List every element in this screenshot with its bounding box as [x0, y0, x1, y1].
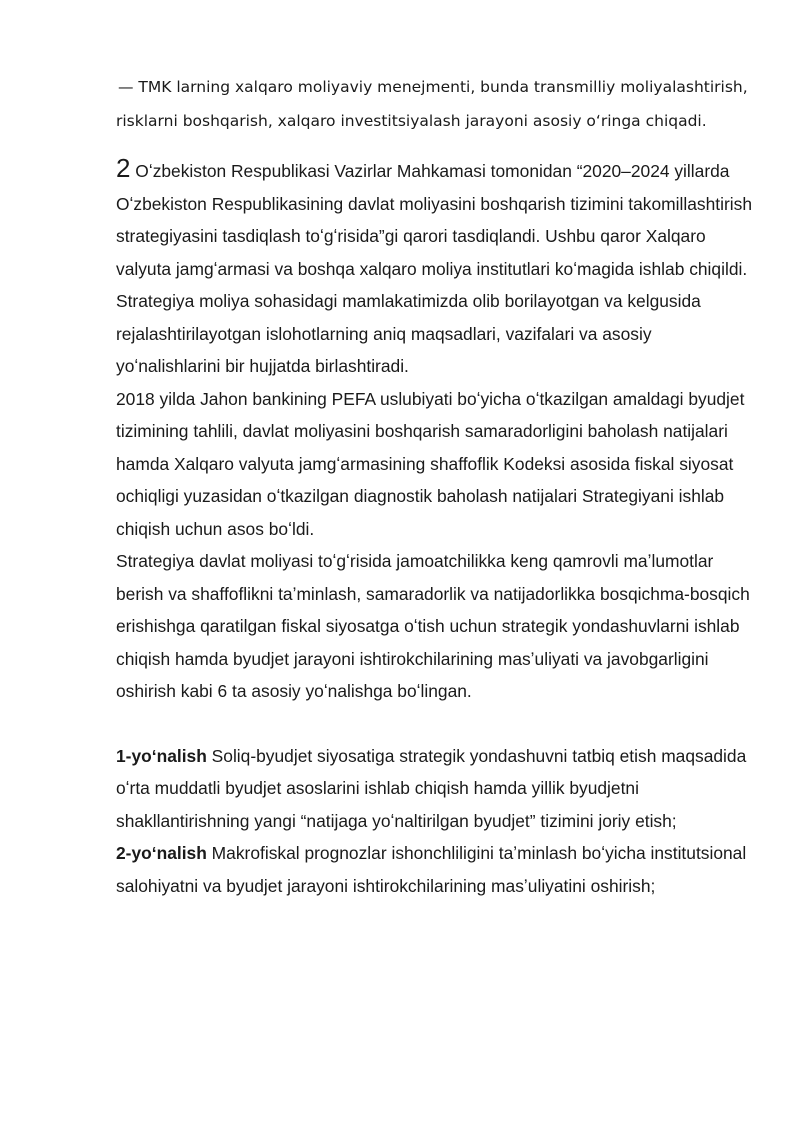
intro-line-2: risklarni boshqarish, xalqaro investitsiyalash jarayoni asosiy oʻringa chiqadi.	[116, 112, 707, 130]
intro-line-1: — TMK larning xalqaro moliyaviy menejmenti, bunda transmilliy moliyalashtirish,	[118, 78, 748, 96]
section-number: 2	[116, 153, 131, 183]
direction-item	[116, 740, 756, 838]
direction-label: 2-yoʻnalish	[116, 843, 207, 863]
paragraph-six-directions: Strategiya davlat moliyasi toʻgʻrisida jamoatchilikka keng qamrovli maʼlumotlar berish va shaffoflikni taʼminlash, samaradorlik va natijadorlikka bosqichma-bosqich erishishga qaratilgan fiskal siyosatga oʻtish uchun strategik yondashuvlarni ishlab chiqish hamda byudjet jarayoni ishtirokchilarining masʼuliyati va javobgarligini oshirish kabi 6 ta asosiy yoʻnalishga boʻlingan.	[116, 551, 750, 701]
paragraph-strategy-goals: Strategiya moliya sohasidagi mamlakatimizda olib borilayotgan va kelgusida rejalashtirilayotgan islohotlarning aniq maqsadlari, vazifalari va asosiy yoʻnalishlarini bir hujjatda birlashtiradi.	[116, 291, 701, 376]
direction-text: Makrofiskal prognozlar ishonchliligini taʼminlash boʻyicha institutsional salohiyatni va byudjet jarayoni ishtirokchilarining masʼuliyatini oshirish;	[116, 843, 747, 896]
intro-block	[116, 70, 756, 138]
section-body	[116, 155, 756, 902]
direction-item	[116, 837, 756, 902]
paragraph-pefa-assessment: 2018 yilda Jahon bankining PEFA uslubiyati boʻyicha oʻtkazilgan amaldagi byudjet tizimining tahlili, davlat moliyasini boshqarish samaradorligini baholash natijalari hamda Xalqaro valyuta jamgʻarmasining shaffoflik Kodeksi asosida fiskal siyosat ochiqligi yuzasidan oʻtkazilgan diagnostik baholash natijalari Strategiyani ishlab chiqish uchun asos boʻldi.	[116, 388, 745, 539]
direction-text: Soliq-byudjet siyosatiga strategik yondashuvni tatbiq etish maqsadida oʻrta muddatli byudjet asoslarini ishlab chiqish hamda yillik byudjetni shakllantirishning yangi “natijaga yoʻnaltirilgan byudjet” tizimini joriy etish;	[116, 745, 747, 831]
direction-label: 1-yoʻnalish	[116, 745, 207, 766]
paragraph-gap	[116, 708, 756, 740]
paragraph-decree	[116, 155, 756, 285]
paragraph-decree-text: Oʻzbekiston Respublikasi Vazirlar Mahkamasi tomonidan “2020–2024 yillarda Oʻzbekiston Respublikasining davlat moliyasini boshqarish tizimini takomillashtirish strategiyasini tasdiqlash toʻgʻrisida”gi qarori tasdiqlandi. Ushbu qaror Xalqaro valyuta jamgʻarmasi va boshqa xalqaro moliya institutlari koʻmagida ishlab chiqildi.	[116, 161, 752, 279]
